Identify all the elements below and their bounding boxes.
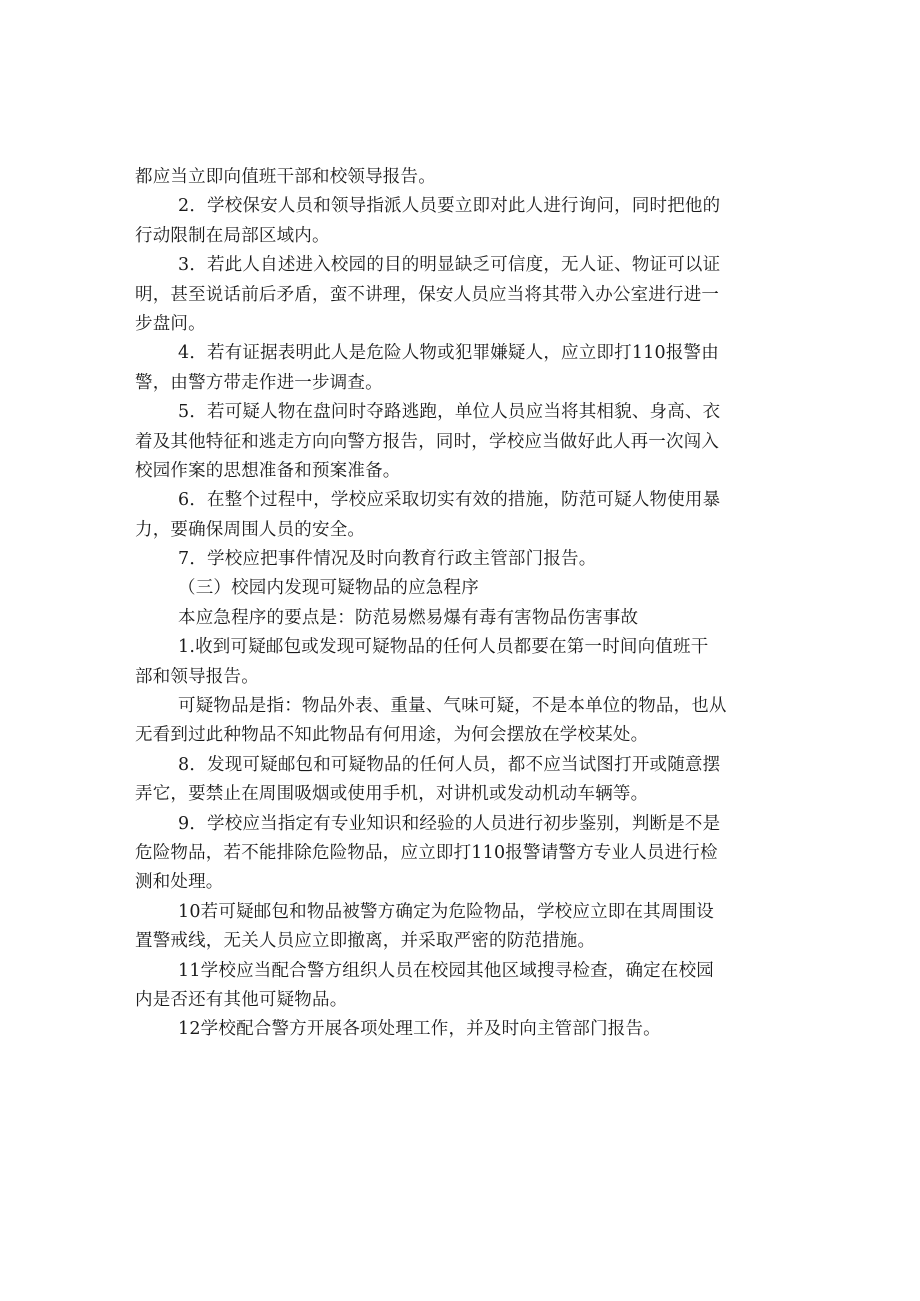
text-line: 测和处理。 [135, 872, 224, 893]
text-line: 置警戒线，无关人员应立即撤离，并采取严密的防范措施。 [135, 931, 596, 952]
text-line: 11学校应当配合警方组织人员在校园其他区域搜寻检查，确定在校园 [178, 960, 714, 981]
text-line: 部和领导报告。 [135, 666, 259, 687]
text-line: 2．学校保安人员和领导指派人员要立即对此人进行询问，同时把他的 [178, 196, 721, 217]
text-line: 弄它，要禁止在周围吸烟或使用手机，对讲机或发动机动车辆等。 [135, 784, 649, 805]
text-line: 7．学校应把事件情况及时向教育行政主管部门报告。 [178, 549, 597, 570]
text-line: 都应当立即向值班干部和校领导报告。 [135, 167, 436, 187]
text-line: 危险物品，若不能排除危险物品，应立即打110报警请警方专业人员进行检 [135, 842, 718, 863]
text-line: 无看到过此种物品不知此物品有何用途，为何会摆放在学校某处。 [135, 725, 649, 746]
text-line: 校园作案的思想准备和预案准备。 [135, 460, 401, 481]
text-line: 力，要确保周围人员的安全。 [135, 519, 366, 540]
text-line: 明，甚至说话前后矛盾，蛮不讲理，保安人员应当将其带入办公室进行进一 [135, 284, 720, 305]
text-line: 6．在整个过程中，学校应采取切实有效的措施，防范可疑人物使用暴 [178, 490, 721, 511]
text-line: 8．发现可疑邮包和可疑物品的任何人员，都不应当试图打开或随意摆 [178, 754, 721, 775]
text-line: 步盘问。 [135, 313, 206, 334]
text-line: 警，由警方带走作进一步调查。 [135, 372, 383, 393]
document-body [135, 163, 790, 1045]
section-heading: （三）校园内发现可疑物品的应急程序 [178, 578, 479, 599]
text-line: 9．学校应当指定有专业知识和经验的人员进行初步鉴别，判断是不是 [178, 813, 721, 834]
text-line: 可疑物品是指：物品外表、重量、气味可疑，不是本单位的物品，也从 [178, 696, 727, 717]
text-line: 着及其他特征和逃走方向向警方报告，同时，学校应当做好此人再一次闯入 [135, 431, 720, 452]
text-line: 4．若有证据表明此人是危险人物或犯罪嫌疑人，应立即打110报警由 [178, 343, 719, 364]
text-line: 5．若可疑人物在盘问时夺路逃跑，单位人员应当将其相貌、身高、衣 [178, 402, 721, 423]
text-line: 10若可疑邮包和物品被警方确定为危险物品，学校应立即在其周围设 [178, 901, 714, 922]
text-line: 12学校配合警方开展各项处理工作，并及时向主管部门报告。 [178, 1019, 661, 1040]
text-line: 内是否还有其他可疑物品。 [135, 989, 348, 1010]
text-line: 3．若此人自述进入校园的目的明显缺乏可信度，无人证、物证可以证 [178, 255, 721, 276]
text-line: 1.收到可疑邮包或发现可疑物品的任何人员都要在第一时间向值班干 [178, 637, 709, 658]
text-line: 行动限制在局部区域内。 [135, 225, 330, 246]
text-line: 本应急程序的要点是：防范易燃易爆有毒有害物品伤害事故 [178, 607, 639, 628]
